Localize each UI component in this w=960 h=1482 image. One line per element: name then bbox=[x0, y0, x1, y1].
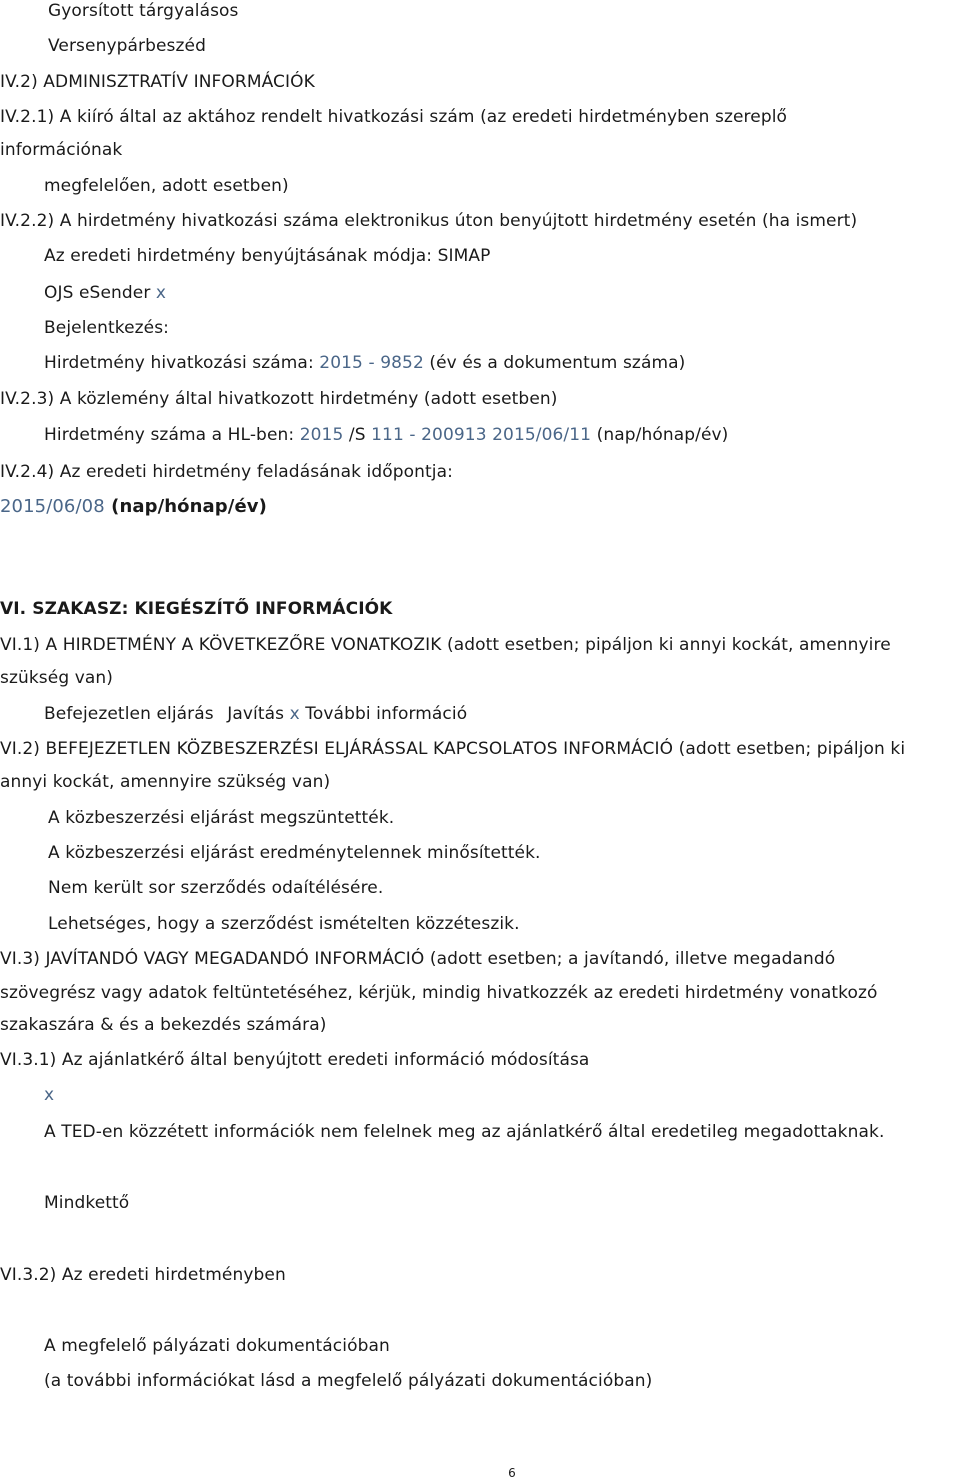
correction-checkmark: x bbox=[289, 704, 300, 724]
oj-notice-separator: /S bbox=[343, 425, 372, 445]
vi31-ted-mismatch: A TED-en közzétett információk nem felelnek meg az ajánlatkérő által eredetileg megadottaknak. bbox=[44, 1122, 885, 1142]
reference-number-label: Hirdetmény hivatkozási száma: bbox=[44, 353, 320, 373]
dispatch-date-line bbox=[0, 496, 267, 518]
vi2-option: A közbeszerzési eljárást megszüntették. bbox=[48, 808, 395, 828]
ojs-esender-checkmark: x bbox=[155, 283, 167, 303]
vi32-heading: VI.3.2) Az eredeti hirdetményben bbox=[0, 1265, 286, 1285]
vi1-line-2: szükség van) bbox=[0, 668, 113, 688]
iv24-heading: IV.2.4) Az eredeti hirdetmény feladásának időpontja: bbox=[0, 462, 453, 482]
vi3-line-2: szövegrész vagy adatok feltüntetéséhez, kérjük, mindig hivatkozzék az eredeti hirdetmény vonatkozó bbox=[0, 983, 878, 1003]
vi32-see-tender-docs: (a további információkat lásd a megfelelő pályázati dokumentációban) bbox=[44, 1371, 653, 1391]
vi2-line-2: annyi kockát, amennyire szükség van) bbox=[0, 772, 331, 792]
vi2-line-1: VI.2) BEFEJEZETLEN KÖZBESZERZÉSI ELJÁRÁSSAL KAPCSOLATOS INFORMÁCIÓ (adott esetben; pipáljon ki bbox=[0, 739, 906, 759]
section-iv2-heading: IV.2) ADMINISZTRATÍV INFORMÁCIÓK bbox=[0, 72, 315, 92]
submission-method: Az eredeti hirdetmény benyújtásának módja: SIMAP bbox=[44, 246, 491, 266]
oj-notice-label: Hirdetmény száma a HL-ben: bbox=[44, 425, 300, 445]
oj-notice-number: 111 - 200913 2015/06/11 bbox=[371, 425, 592, 445]
vi1-options-line bbox=[44, 703, 467, 725]
procedure-option-accelerated: Gyorsított tárgyalásos bbox=[48, 1, 239, 21]
vi3-line-1: VI.3) JAVÍTANDÓ VAGY MEGADANDÓ INFORMÁCIÓ (adott esetben; a javítandó, illetve megadandó bbox=[0, 949, 836, 969]
page-number: 6 bbox=[508, 1466, 516, 1480]
login-label: Bejelentkezés: bbox=[44, 318, 169, 338]
dispatch-date-suffix: (nap/hónap/év) bbox=[104, 496, 267, 517]
reference-number-line bbox=[44, 352, 685, 374]
option-incomplete-procedure: Befejezetlen eljárás bbox=[44, 704, 214, 724]
section-vi-heading: VI. SZAKASZ: KIEGÉSZÍTŐ INFORMÁCIÓK bbox=[0, 599, 393, 619]
vi2-option: Lehetséges, hogy a szerződést ismételten közzéteszik. bbox=[48, 914, 520, 934]
vi31-both-option: Mindkettő bbox=[44, 1193, 130, 1213]
option-correction: Javítás bbox=[227, 704, 290, 724]
vi32-tender-docs: A megfelelő pályázati dokumentációban bbox=[44, 1336, 390, 1356]
vi1-line-1: VI.1) A HIRDETMÉNY A KÖVETKEZŐRE VONATKOZIK (adott esetben; pipáljon ki annyi kockát, amennyire bbox=[0, 635, 891, 655]
iv23-heading: IV.2.3) A közlemény által hivatkozott hirdetmény (adott esetben) bbox=[0, 389, 558, 409]
ojs-esender-line bbox=[44, 282, 166, 304]
reference-number-suffix: (év és a dokumentum száma) bbox=[423, 353, 686, 373]
dispatch-date-value: 2015/06/08 bbox=[0, 496, 105, 517]
procedure-option-dialogue: Versenypárbeszéd bbox=[48, 36, 206, 56]
ojs-esender-label: OJS eSender bbox=[44, 283, 156, 303]
reference-number-value: 2015 - 9852 bbox=[319, 353, 424, 373]
iv21-line-2: információnak bbox=[0, 140, 123, 160]
vi2-option: A közbeszerzési eljárást eredménytelennek minősítették. bbox=[48, 843, 541, 863]
vi31-heading: VI.3.1) Az ajánlatkérő által benyújtott eredeti információ módosítása bbox=[0, 1050, 590, 1070]
vi2-option: Nem került sor szerződés odaítélésére. bbox=[48, 878, 384, 898]
oj-notice-year: 2015 bbox=[299, 425, 344, 445]
iv21-line-3: megfelelően, adott esetben) bbox=[44, 176, 289, 196]
iv22-heading: IV.2.2) A hirdetmény hivatkozási száma elektronikus úton benyújtott hirdetmény esetén (ha ismert) bbox=[0, 211, 858, 231]
option-additional-info: További információ bbox=[299, 704, 468, 724]
oj-notice-number-line bbox=[44, 424, 728, 446]
vi31-checkmark: x bbox=[44, 1085, 55, 1105]
vi3-line-3: szakaszára & és a bekezdés számára) bbox=[0, 1015, 327, 1035]
oj-notice-suffix: (nap/hónap/év) bbox=[591, 425, 729, 445]
iv21-line-1: IV.2.1) A kiíró által az aktához rendelt hivatkozási szám (az eredeti hirdetményben szereplő bbox=[0, 107, 788, 127]
